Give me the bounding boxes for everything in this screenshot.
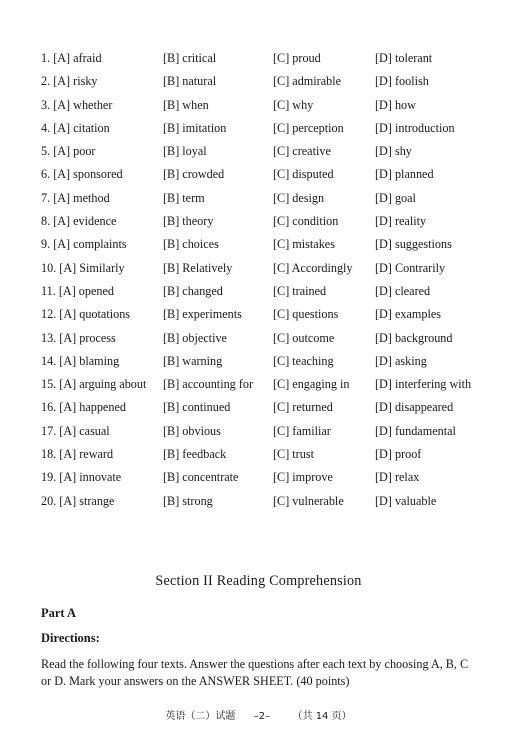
option-d: [D] suggestions	[375, 237, 452, 252]
question-number: 4.	[41, 120, 54, 135]
option-a: 11. [A] opened	[41, 283, 115, 298]
option-c: [C] condition	[273, 214, 339, 229]
option-d: [D] disappeared	[375, 400, 454, 415]
option-a: 20. [A] strange	[41, 493, 115, 508]
option-c: [C] trained	[273, 283, 327, 298]
question-number: 3.	[41, 97, 54, 112]
question-row	[41, 304, 501, 327]
option-d: [D] introduction	[375, 120, 455, 135]
question-number: 6.	[41, 167, 54, 182]
option-d: [D] proof	[375, 447, 422, 462]
question-row	[41, 95, 501, 118]
option-a: 15. [A] arguing about	[41, 377, 147, 392]
option-a: 10. [A] Similarly	[41, 260, 125, 275]
option-c: [C] proud	[273, 51, 321, 65]
option-a: 3. [A] whether	[41, 97, 113, 112]
option-a: 13. [A] process	[41, 330, 116, 345]
question-row	[41, 48, 501, 71]
option-c: [C] why	[273, 97, 314, 112]
option-b: [B] changed	[163, 283, 223, 298]
question-number: 14.	[41, 353, 60, 368]
question-row	[41, 211, 501, 234]
option-c: [C] engaging in	[273, 377, 350, 392]
option-b: [B] objective	[163, 330, 227, 345]
option-b: [B] strong	[163, 493, 213, 508]
option-c: [C] questions	[273, 307, 339, 322]
option-d: [D] relax	[375, 470, 420, 485]
question-number: 15.	[41, 377, 60, 392]
question-row	[41, 141, 501, 164]
option-c: [C] design	[273, 190, 325, 205]
question-number: 12.	[41, 307, 60, 322]
option-d: [D] background	[375, 330, 453, 345]
option-a: 1. [A] afraid	[41, 51, 102, 65]
option-b: [B] obvious	[163, 423, 221, 438]
question-row	[41, 118, 501, 141]
option-d: [D] asking	[375, 353, 427, 368]
question-number: 7.	[41, 190, 54, 205]
option-c: [C] outcome	[273, 330, 335, 345]
question-row	[41, 71, 501, 94]
option-d: [D] reality	[375, 214, 427, 229]
question-row	[41, 421, 501, 444]
section-title: Section II Reading Comprehension	[155, 573, 362, 589]
option-a: 17. [A] casual	[41, 423, 110, 438]
footer-total-pages: （共 14 页）	[292, 711, 352, 722]
question-row	[41, 188, 501, 211]
option-a: 6. [A] sponsored	[41, 167, 123, 182]
option-d: [D] examples	[375, 307, 441, 322]
option-b: [B] theory	[163, 214, 214, 229]
option-c: [C] improve	[273, 470, 333, 485]
question-row	[41, 258, 501, 281]
question-number: 19.	[41, 470, 60, 485]
question-number: 8.	[41, 214, 54, 229]
option-c: [C] trust	[273, 447, 314, 462]
option-b: [B] critical	[163, 51, 217, 65]
option-a: 19. [A] innovate	[41, 470, 122, 485]
option-b: [B] imitation	[163, 120, 227, 135]
option-a: 2. [A] risky	[41, 74, 98, 89]
option-c: [C] teaching	[273, 353, 334, 368]
question-number: 11.	[41, 283, 59, 298]
option-c: [C] returned	[273, 400, 333, 415]
option-a: 4. [A] citation	[41, 120, 110, 135]
question-row	[41, 234, 501, 257]
option-c: [C] Accordingly	[273, 260, 353, 275]
question-number: 2.	[41, 74, 54, 89]
option-d: [D] Contrarily	[375, 260, 446, 275]
option-c: [C] perception	[273, 120, 344, 135]
option-a: 9. [A] complaints	[41, 237, 127, 252]
option-b: [B] concentrate	[163, 470, 239, 485]
option-d: [D] goal	[375, 190, 416, 205]
option-c: [C] mistakes	[273, 237, 335, 252]
option-c: [C] vulnerable	[273, 493, 344, 508]
option-b: [B] when	[163, 97, 209, 112]
option-d: [D] how	[375, 97, 416, 112]
question-number: 17.	[41, 423, 60, 438]
option-b: [B] choices	[163, 237, 219, 252]
question-row	[41, 328, 501, 351]
question-row	[41, 351, 501, 374]
option-a: 14. [A] blaming	[41, 353, 120, 368]
option-c: [C] familiar	[273, 423, 331, 438]
question-row	[41, 444, 501, 467]
option-c: [C] creative	[273, 144, 331, 159]
footer-subject: 英语（二）试题	[165, 711, 236, 722]
option-a: 16. [A] happened	[41, 400, 126, 415]
question-number: 1.	[41, 51, 54, 65]
page-footer	[0, 707, 517, 722]
question-number: 10.	[41, 260, 60, 275]
footer-page-number: –2–	[253, 711, 271, 722]
question-row	[41, 281, 501, 304]
option-d: [D] tolerant	[375, 51, 433, 65]
option-d: [D] foolish	[375, 74, 429, 89]
option-d: [D] planned	[375, 167, 434, 182]
option-d: [D] cleared	[375, 283, 431, 298]
option-b: [B] term	[163, 190, 205, 205]
question-row	[41, 164, 501, 187]
option-b: [B] crowded	[163, 167, 225, 182]
option-d: [D] interfering with	[375, 377, 472, 392]
question-number: 16.	[41, 400, 60, 415]
question-number: 5.	[41, 144, 54, 159]
option-b: [B] feedback	[163, 447, 227, 462]
option-b: [B] natural	[163, 74, 217, 89]
option-a: 18. [A] reward	[41, 447, 114, 462]
option-a: 8. [A] evidence	[41, 214, 117, 229]
option-d: [D] fundamental	[375, 423, 456, 438]
directions-text: Read the following four texts. Answer the questions after each text by choosing A, B, C or D. Mark your answers on the ANSWER SHEET. (40 points)	[41, 657, 469, 688]
question-row	[41, 397, 501, 420]
directions-label: Directions:	[41, 631, 100, 645]
question-number: 18.	[41, 447, 60, 462]
option-a: 5. [A] poor	[41, 144, 96, 159]
option-c: [C] disputed	[273, 167, 334, 182]
option-b: [B] accounting for	[163, 377, 254, 392]
question-row	[41, 374, 501, 397]
option-d: [D] shy	[375, 144, 412, 159]
question-number: 9.	[41, 237, 54, 252]
option-c: [C] admirable	[273, 74, 342, 89]
question-number: 20.	[41, 493, 60, 508]
question-list	[41, 48, 501, 514]
option-a: 7. [A] method	[41, 190, 110, 205]
option-d: [D] valuable	[375, 493, 437, 508]
option-b: [B] continued	[163, 400, 231, 415]
question-row	[41, 467, 501, 490]
option-b: [B] Relatively	[163, 260, 233, 275]
option-b: [B] loyal	[163, 144, 207, 159]
question-number: 13.	[41, 330, 60, 345]
option-b: [B] warning	[163, 353, 223, 368]
option-b: [B] experiments	[163, 307, 242, 322]
option-a: 12. [A] quotations	[41, 307, 131, 322]
question-row	[41, 491, 501, 514]
part-title: Part A	[41, 606, 77, 620]
